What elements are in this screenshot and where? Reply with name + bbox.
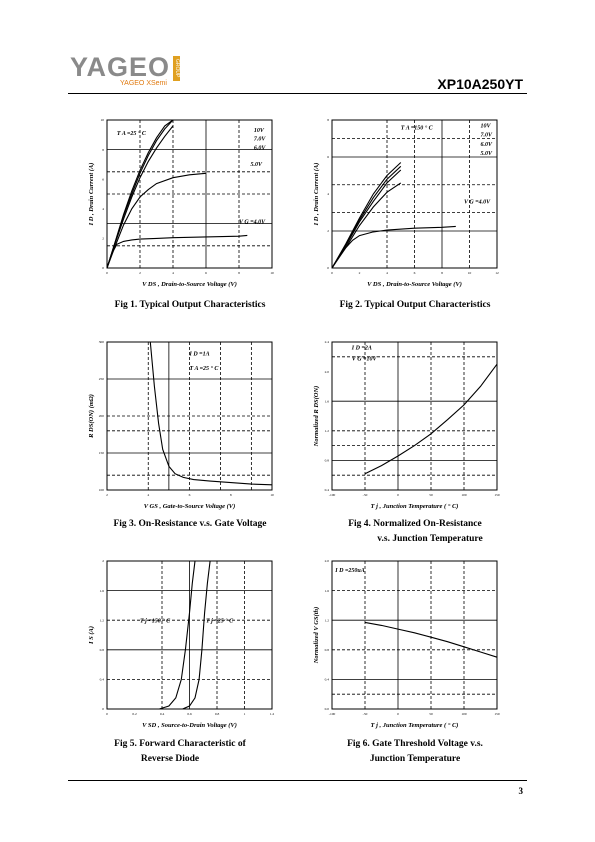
y-tick-label: 0.0 [324,707,329,712]
y-tick-label: 1.2 [99,618,104,623]
caption-line: Junction Temperature [369,754,461,764]
y-tick-label: 2 [102,559,104,564]
x-tick-label: 10 [270,271,274,275]
caption-line: Fig 2. Typical Output Characteristics [339,300,491,310]
x-tick-label: 10 [270,493,274,497]
page-number: 3 [518,786,523,796]
chart-fig3 [85,334,285,524]
y-axis-label: I D , Drain Current (A) [88,162,95,226]
y-tick-label: 0.8 [324,458,329,463]
x-tick-label: 150 [494,493,500,497]
annotation-label: V G =10V [351,356,377,363]
x-tick-label: 100 [461,712,467,716]
y-tick-label: 1.2 [324,429,329,433]
x-tick-label: 1 [243,712,246,716]
y-tick-label: 1.6 [324,588,329,593]
plot-frame [332,342,497,490]
annotation-label: 5.0V [480,151,493,158]
annotation-label: 6.0V [253,145,266,152]
x-tick-label: 0 [397,712,399,716]
chart-fig1 [85,112,285,302]
caption-fig5 [85,737,275,767]
logo-group-badge: GROUP [173,56,180,81]
caption-line: Reverse Diode [140,754,200,764]
logo-subtext: YAGEO XSemi [120,80,167,87]
caption-line: Fig 5. Forward Characteristic of [114,739,246,749]
x-axis-label: T j , Junction Temperature ( ° C) [370,722,459,729]
y-tick-label: 250 [98,377,104,382]
y-tick-label: 0.8 [99,648,104,652]
x-tick-label: -100 [328,712,336,716]
x-axis-label: V GS , Gate-to-Source Voltage (V) [143,503,236,510]
x-tick-label: 8 [229,493,232,497]
y-tick-label: 8 [327,118,329,123]
y-tick-label: 4 [102,207,104,211]
series-line [332,226,456,268]
y-tick-label: 200 [98,414,104,419]
annotation-label: 10V [480,123,491,130]
x-tick-label: 2 [139,271,141,275]
annotation-label: T A =25 ° C [116,130,146,137]
x-tick-label: 6 [205,271,207,275]
x-tick-label: 0.6 [187,712,192,716]
y-tick-label: 2 [102,236,104,241]
series-line [332,183,401,268]
caption-fig2 [320,298,510,313]
y-tick-label: 0 [327,266,329,271]
caption-fig1 [95,298,285,313]
chart-fig4 [310,334,510,524]
caption-fig6 [315,737,515,767]
annotation-label: 7.0V [253,136,266,143]
x-tick-label: 100 [461,493,467,497]
header-rule [68,93,527,94]
y-tick-label: 0.4 [99,677,104,682]
annotation-label: V G =4.0V [239,219,266,226]
x-axis-label: T j , Junction Temperature ( ° C) [370,503,459,510]
annotation-label: I D =250uA [335,568,365,575]
x-tick-label: 0 [331,271,333,275]
y-axis-label: I S (A) [88,625,95,645]
x-tick-label: 150 [494,712,500,716]
x-tick-label: 10 [467,271,472,275]
annotation-label: T j =150 ° C [140,618,171,625]
caption-line: Fig 1. Typical Output Characteristics [114,300,266,310]
x-tick-label: -50 [362,493,368,497]
x-tick-label: 0.8 [214,712,220,716]
x-tick-label: 2 [358,271,361,275]
y-tick-label: 0.4 [324,677,329,682]
x-axis-label: V DS , Drain-to-Source Voltage (V) [142,281,237,288]
y-tick-label: 6 [327,155,329,160]
caption-line: Fig 6. Gate Threshold Voltage v.s. [347,739,483,749]
annotation-label: I D =2A [351,345,372,352]
x-tick-label: 0.2 [132,712,137,716]
caption-fig4 [315,517,515,547]
caption-line: Fig 4. Normalized On-Resistance [348,519,482,529]
x-tick-label: 4 [386,271,388,275]
y-tick-label: 10 [100,118,104,123]
y-tick-label: 2.0 [324,559,329,564]
footer-rule [68,780,527,781]
y-tick-label: 100 [98,488,104,493]
x-tick-label: 0.4 [159,712,165,716]
x-axis-label: V DS , Drain-to-Source Voltage (V) [367,281,462,288]
y-axis-label: Normalized R DS(ON) [313,385,320,447]
y-tick-label: 2 [327,229,329,234]
y-tick-label: 1.6 [324,399,329,404]
x-tick-label: 8 [441,271,443,275]
x-tick-label: 0 [106,271,108,275]
x-tick-label: 0 [106,712,108,716]
y-tick-label: 300 [98,340,104,345]
y-axis-label: Normalized V GS(th) [313,606,320,664]
y-axis-label: R DS(ON) (mΩ) [88,394,95,438]
x-tick-label: 1.2 [269,712,275,716]
y-tick-label: 0.8 [324,648,329,652]
x-tick-label: 8 [238,271,240,275]
plot-frame [332,561,497,709]
y-tick-label: 1.6 [99,588,104,593]
annotation-label: T j =25 ° C [206,618,234,625]
chart-fig6 [310,553,510,743]
x-tick-label: -50 [362,712,368,716]
x-tick-label: 12 [495,271,499,275]
annotation-label: I D =1A [189,351,210,358]
annotation-label: 6.0V [480,141,493,148]
x-tick-label: 6 [413,271,416,275]
annotation-label: 5.0V [250,161,263,168]
part-number: XP10A250YT [437,76,523,92]
annotation-label: T A =150 ° C [400,125,433,132]
x-tick-label: 4 [172,271,174,275]
annotation-label: 7.0V [480,132,493,139]
annotation-label: 10V [253,127,264,134]
x-tick-label: 50 [429,712,433,716]
x-axis-label: V SD , Source-to-Drain Voltage (V) [142,722,237,729]
x-tick-label: 6 [188,493,191,497]
annotation-label: T A =25 ° C [189,366,219,373]
y-tick-label: 2.4 [324,340,329,345]
y-tick-label: 0 [102,707,104,712]
x-tick-label: 4 [147,493,150,497]
x-tick-label: -100 [328,493,336,497]
y-tick-label: 8 [102,147,104,152]
y-tick-label: 4 [327,192,329,197]
annotation-label: V G =4.0V [464,199,491,206]
chart-fig5 [85,553,285,743]
caption-line: v.s. Junction Temperature [377,534,483,544]
logo-word: YAGEO [70,52,171,82]
chart-fig2 [310,112,510,302]
series-line [107,235,247,268]
x-tick-label: 0 [397,493,399,497]
yageo-logo [70,52,180,87]
y-tick-label: 2.0 [324,369,329,374]
y-tick-label: 6 [102,177,104,182]
x-tick-label: 2 [106,493,108,497]
x-tick-label: 50 [429,493,433,497]
caption-fig3 [95,517,285,532]
y-axis-label: I D , Drain Current (A) [313,162,320,226]
y-tick-label: 1.2 [324,618,329,623]
y-tick-label: 0 [102,266,104,271]
y-tick-label: 150 [98,451,104,456]
y-tick-label: 0.4 [324,488,329,493]
caption-line: Fig 3. On-Resistance v.s. Gate Voltage [113,519,267,529]
